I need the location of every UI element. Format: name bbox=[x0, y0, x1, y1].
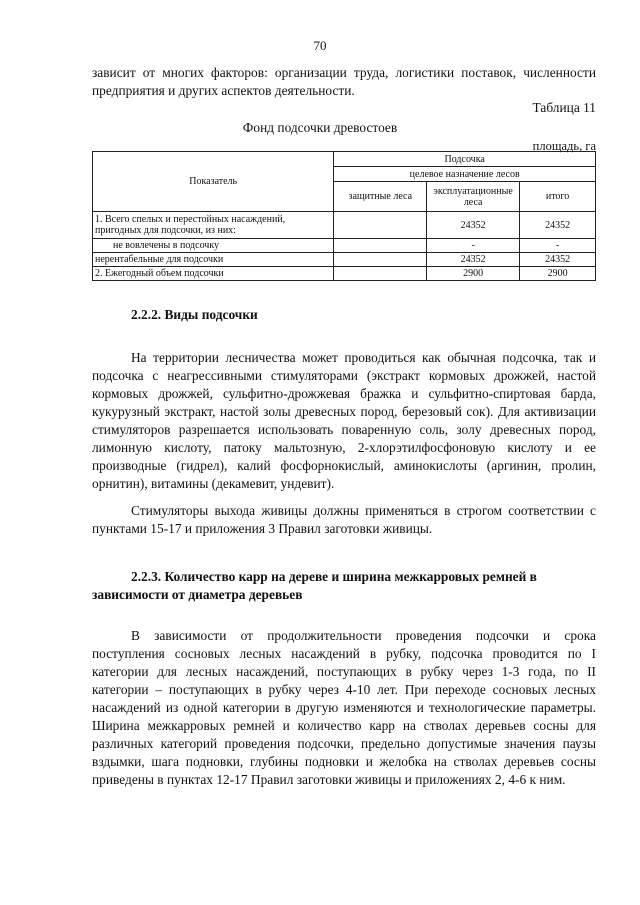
header-protective: защитные леса bbox=[334, 182, 427, 212]
fund-table bbox=[92, 151, 596, 281]
table-row bbox=[93, 267, 596, 281]
row-label: не вовлечены в подсочку bbox=[93, 239, 334, 253]
cell-protective bbox=[334, 239, 427, 253]
header-exploitation: эксплуатационные леса bbox=[427, 182, 520, 212]
header-subgroup: целевое назначение лесов bbox=[334, 167, 596, 182]
cell-total: - bbox=[520, 239, 596, 253]
section-222-paragraph-1: На территории лесничества может проводиться как обычная подсочка, так и подсочка с неагрессивными стимуляторами (экстракт кормовых дрожжей, настой кормовых дрожжей, сульфитно-дрожжевая бражка и сульфитно-спиртовая барда, кукурузный экстракт, настой золы древесных пород, березовый сок). Для активизации стимуляторов разрешается использовать поваренную соль, золу древесных пород, лимонную кислоту, патоку мальтозную, 2-хлорэтилфосфоновую кислоту и ее производные (гидрел), калий фосфорнокислый, аминокислоты (аргинин, пролин, орнитин), витамины (декамевит, ундевит). bbox=[92, 350, 596, 491]
section-heading-223: 2.2.3. Количество карр на дереве и ширина межкарровых ремней в зависимости от диаметра деревьев bbox=[92, 569, 537, 602]
table-row bbox=[93, 212, 596, 239]
header-total: итого bbox=[520, 182, 596, 212]
cell-exploitation: 2900 bbox=[427, 267, 520, 281]
table-header-row bbox=[93, 152, 596, 167]
intro-paragraph: зависит от многих факторов: организации труда, логистики поставок, численности предприятия и других аспектов деятельности. bbox=[92, 65, 596, 98]
table-title: Фонд подсочки древостоев bbox=[242, 120, 398, 135]
table-caption: Таблица 11 bbox=[532, 100, 596, 115]
cell-protective bbox=[334, 253, 427, 267]
table-unit: площадь, га bbox=[532, 139, 596, 153]
cell-protective bbox=[334, 212, 427, 239]
section-222-paragraph-2: Стимуляторы выхода живицы должны применяться в строгом соответствии с пунктами 15-17 и приложения 3 Правил заготовки живицы. bbox=[92, 503, 596, 536]
section-223-paragraph-1: В зависимости от продолжительности проведения подсочки и срока поступления сосновых лесных насаждений в рубку, подсочка проводится по I категории для лесных насаждений, поступающих в рубку через 1-3 года, по II категории – поступающих в рубку через 4-10 лет. При переходе сосновых лесных насаждений из одной категории в другую изменяются и технологические параметры. Ширина межкарровых ремней и количество карр на стволах деревьев сосны для различных категорий проведения подсочки, предельно допустимые значения паузы вздымки, шага подновки, глубины подновки и желобка на стволах деревьев сосны приведены в пунктах 12-17 Правил заготовки живицы и приложениях 2, 4-6 к ним. bbox=[92, 628, 596, 787]
table-row bbox=[93, 253, 596, 267]
cell-exploitation: 24352 bbox=[427, 212, 520, 239]
row-label: 2. Ежегодный объем подсочки bbox=[93, 267, 334, 281]
section-heading-222: 2.2.2. Виды подсочки bbox=[131, 307, 258, 322]
cell-exploitation: 24352 bbox=[427, 253, 520, 267]
cell-total: 2900 bbox=[520, 267, 596, 281]
cell-total: 24352 bbox=[520, 212, 596, 239]
row-label: нерентабельные для подсочки bbox=[93, 253, 334, 267]
header-group: Подсочка bbox=[334, 152, 596, 167]
header-indicator: Показатель bbox=[93, 152, 334, 212]
cell-total: 24352 bbox=[520, 253, 596, 267]
cell-protective bbox=[334, 267, 427, 281]
table-row bbox=[93, 239, 596, 253]
cell-exploitation: - bbox=[427, 239, 520, 253]
page-number: 70 bbox=[313, 38, 327, 53]
row-label: 1. Всего спелых и перестойных насаждений, пригодных для подсочки, из них: bbox=[93, 212, 334, 239]
